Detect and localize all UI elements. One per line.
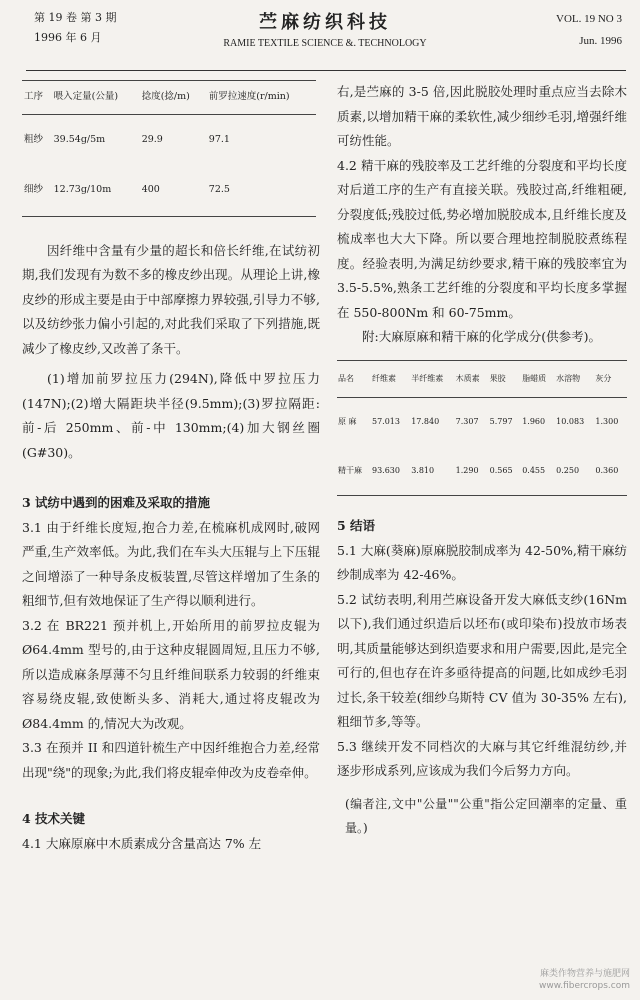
- journal-title-cn: 苎麻纺织科技: [259, 12, 391, 33]
- table-header-cell: 灰分: [594, 360, 627, 398]
- table-header-cell: 工序: [22, 81, 52, 115]
- header-date-en: Jun. 1996: [579, 35, 622, 47]
- table-cell: 粗纱: [24, 133, 44, 145]
- paragraph: 4.1 大麻原麻中木质素成分含量高达 7% 左: [22, 835, 262, 851]
- table-cell: 39.54g/5m: [53, 133, 106, 145]
- table-header-cell: 半纤维素: [410, 360, 454, 398]
- table-cell: 1.290: [455, 447, 489, 496]
- table-cell: 93.630: [371, 447, 410, 496]
- paragraph: 5.2 试纺表明,利用苎麻设备开发大麻低支纱(16Nm 以下),我们通过织造后以坯布(或印染布)投放市场表明,其质量能够达到织造要求和用户需要,因此,是完全可行的,但也存在许多亟待提高的问题,比如成纱毛羽过长,条干较差(细纱乌斯特 CV 值为 30-35% 左右),粗细节多,等等。: [337, 591, 627, 729]
- paragraph: 5.3 继续开发不同档次的大麻与其它纤维混纺纱,并逐步形成系列,应该成为我们今后努力方向。: [337, 738, 627, 778]
- header-issue-cn: [34, 8, 116, 48]
- right-column: [337, 80, 627, 841]
- paragraph: 3.2 在 BR221 预并机上,开始所用的前罗拉皮辊为 Ø64.4mm 型号的,由于这种皮辊圆周短,且压力不够,所以造成麻条厚薄不匀且纤维间联系力较弱的纤维束容易绕皮辊,致使断头多、消耗大,通过将皮辊改为 Ø84.4mm 的,情况大为改观。: [22, 617, 320, 731]
- table-cell: 97.1: [208, 133, 230, 145]
- table-cell: 0.565: [489, 447, 522, 496]
- table-header-cell: 捻度(捻/m): [140, 81, 207, 115]
- section-heading: 5 结语: [337, 518, 376, 533]
- table-cell: 29.9: [141, 133, 163, 145]
- table-header-cell: 品名: [337, 360, 371, 398]
- site-watermark: [539, 968, 630, 992]
- table-cell: 72.5: [207, 165, 316, 216]
- table-cell: 3.810: [410, 447, 454, 496]
- table-header-cell: 前罗拉速度(r/min): [207, 81, 316, 115]
- table-cell: 17.840: [411, 417, 440, 426]
- table-cell: 5.797: [489, 417, 513, 426]
- header-issue-en: [556, 8, 622, 52]
- journal-title: [195, 8, 455, 49]
- table-cell: 12.73g/10m: [52, 165, 140, 216]
- table-header-cell: 木质素: [455, 360, 489, 398]
- editor-note: (编者注,文中"公量""公重"指公定回潮率的定量、重量。): [345, 796, 627, 835]
- table-header-row: [22, 81, 316, 115]
- table-cell: 0.455: [521, 447, 555, 496]
- page-header: [0, 0, 640, 70]
- table-cell: 0.360: [594, 447, 627, 496]
- table-cell: 0.250: [555, 447, 594, 496]
- watermark-url: www.fibercrops.com: [539, 981, 630, 991]
- process-params-table: [22, 80, 316, 217]
- section-heading: 4 技术关键: [22, 811, 86, 826]
- table-cell: 原 麻: [338, 417, 357, 426]
- table-row: [22, 165, 316, 216]
- watermark-line: 麻类作物营养与施肥网: [539, 969, 630, 979]
- header-volume-cn: 第 19 卷 第 3 期: [34, 11, 117, 24]
- table-cell: 10.083: [556, 417, 585, 426]
- table-header-cell: 喂入定量(公量): [52, 81, 140, 115]
- table-cell: 1.960: [522, 417, 546, 426]
- table-row: [22, 114, 316, 165]
- paragraph: 右,是苎麻的 3-5 倍,因此脱胶处理时重点应当去除木质素,以增加精干麻的柔软性,减少细纱毛羽,增强纤维可纺性能。: [337, 84, 627, 148]
- chemical-composition-table: [337, 360, 627, 497]
- paragraph: (1)增加前罗拉压力(294N),降低中罗拉压力(147N);(2)增大隔距块半径(9.5mm);(3)罗拉隔距:前-后 250mm、前-中 130mm;(4)加大钢丝圈(G#30)。: [22, 371, 320, 460]
- header-date-cn: 1996 年 6 月: [34, 31, 102, 44]
- table-header-row: [337, 360, 627, 398]
- table-header-cell: 脂蜡质: [521, 360, 555, 398]
- header-rule: [26, 70, 626, 71]
- table-cell: 400: [140, 165, 207, 216]
- table-header-cell: 水溶物: [555, 360, 594, 398]
- table-header-cell: 果胶: [489, 360, 522, 398]
- table-row: [337, 398, 627, 447]
- paragraph: 附:大麻原麻和精干麻的化学成分(供参考)。: [362, 329, 601, 344]
- table-cell: 7.307: [455, 417, 479, 426]
- table-row: [337, 447, 627, 496]
- table-cell: 细纱: [22, 165, 52, 216]
- table-header-cell: 纤维素: [371, 360, 410, 398]
- table-cell: 57.013: [371, 417, 400, 426]
- table-cell: 1.300: [595, 417, 619, 426]
- journal-title-en: RAMIE TEXTILE SCIENCE &. TECHNOLOGY: [223, 38, 427, 49]
- paragraph: 3.3 在预并 II 和四道针梳生产中因纤维抱合力差,经常出现"绕"的现象;为此,我们将皮辊牵伸改为皮卷牵伸。: [22, 740, 320, 780]
- section-heading: 3 试纺中遇到的困难及采取的措施: [22, 495, 211, 510]
- paragraph: 因纤维中含量有少量的超长和倍长纤维,在试纺初期,我们发现有为数不多的橡皮纱出现。从理论上讲,橡皮纱的形成主要是由于中部摩擦力界较强,引导力不够,以及纺纱张力偏小引起的,对此我们采取了下列措施,既减少了橡皮纱,又改善了条干。: [22, 242, 320, 356]
- paragraph: 4.2 精干麻的残胶率及工艺纤维的分裂度和平均长度对后道工序的生产有直接关联。残胶过高,纤维粗硬,分裂度低;残胶过低,势必增加脱胶成本,且纤维长度及梳成率也大大下降。所以要合理地控制脱胶煮练程度。经验表明,为满足纺纱要求,精干麻的残胶率宜为 3.5-5.5%,熟条工艺纤维的分裂度和平均长度多掌握在 550-800Nm 和 60-75mm。: [337, 157, 627, 320]
- paragraph: 5.1 大麻(葵麻)原麻脱胶制成率为 42-50%,精干麻纺纱制成率为 42-46%。: [337, 542, 627, 582]
- paragraph: 3.1 由于纤维长度短,抱合力差,在梳麻机成网时,破网严重,生产效率低。为此,我们在车头大压辊与上下压辊之间增添了一种导条皮板装置,尽管这样增加了生条的粗细节,但有效地保证了生产得以顺利进行。: [22, 519, 320, 608]
- header-volume-en: VOL. 19 NO 3: [556, 13, 622, 25]
- table-cell: 精干麻: [337, 447, 371, 496]
- left-column: [22, 80, 320, 856]
